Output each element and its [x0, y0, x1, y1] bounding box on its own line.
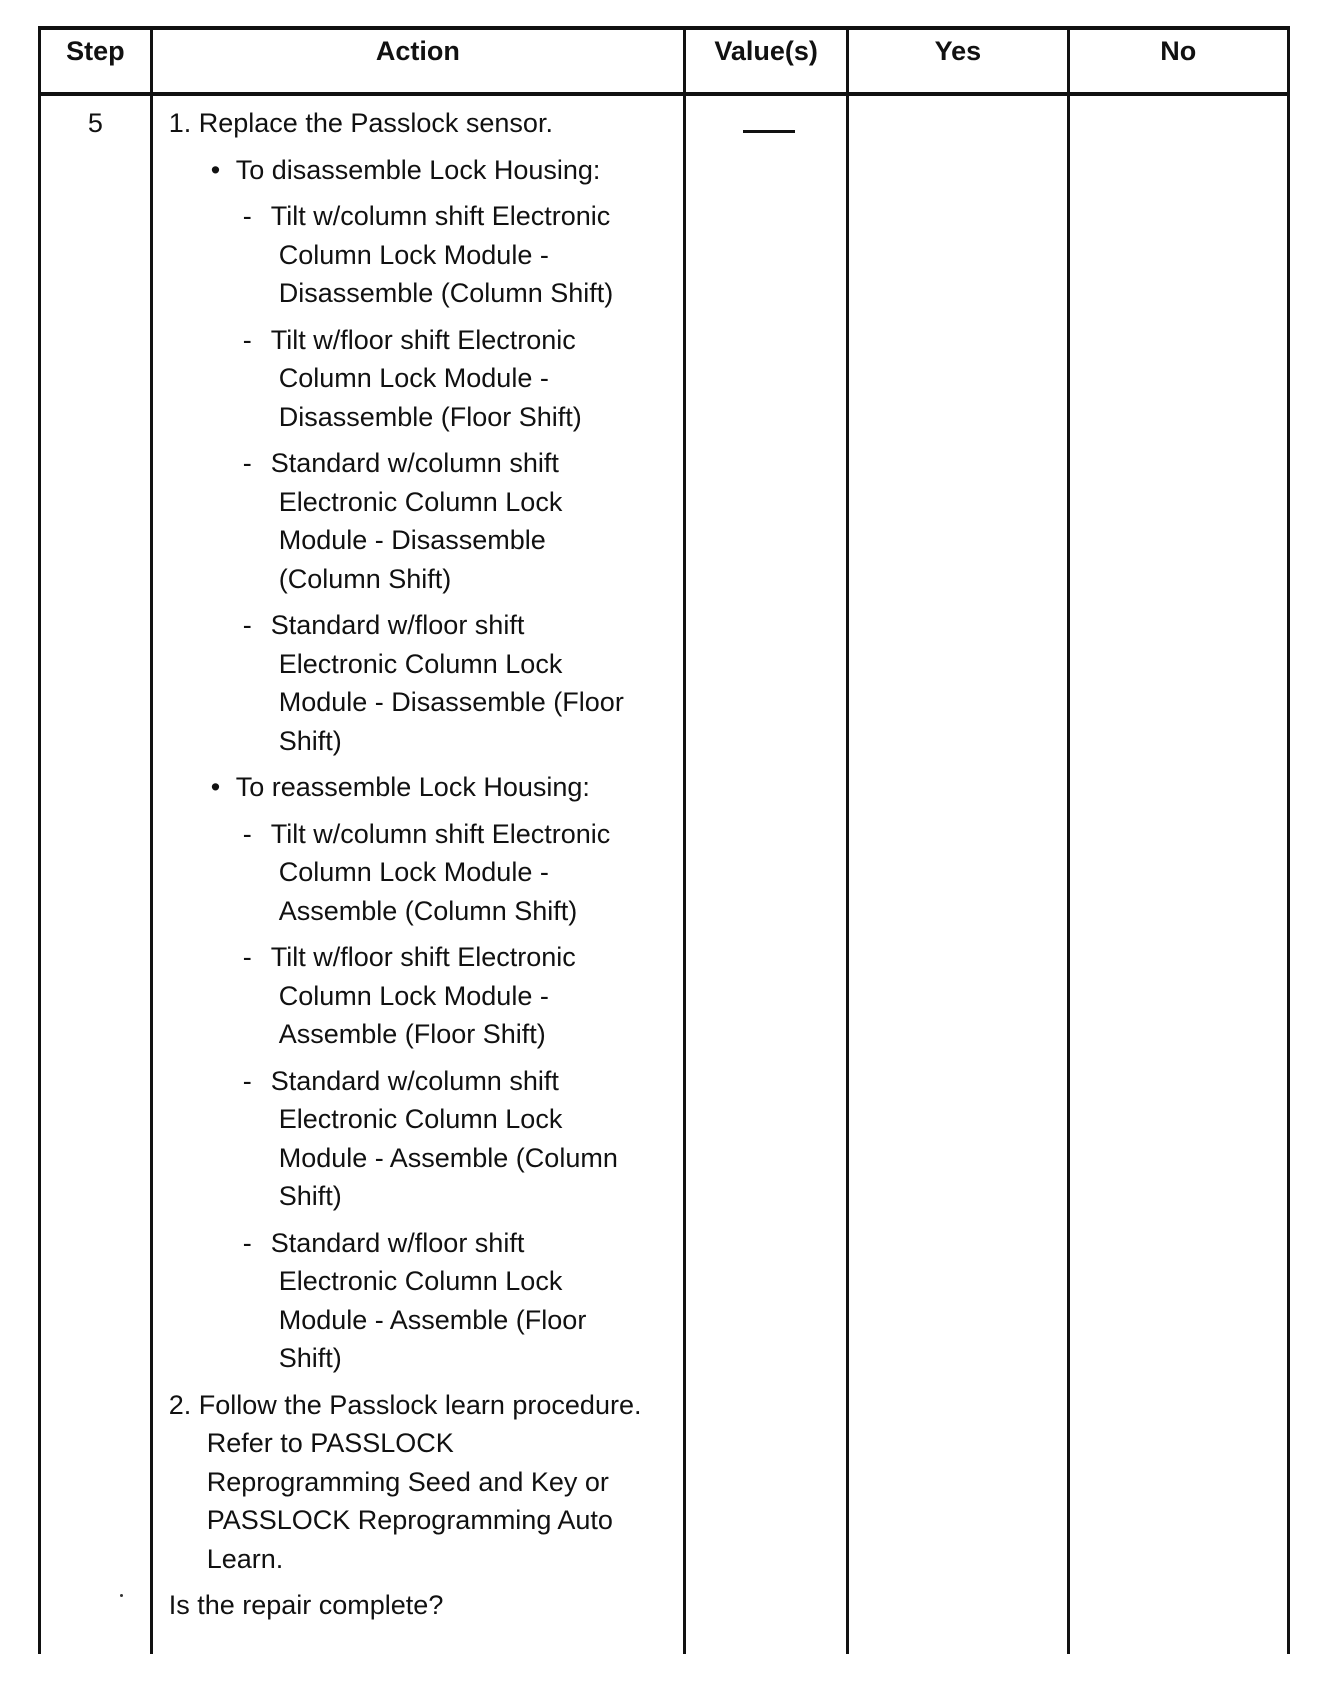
list-item-line: Module - Assemble (Floor — [278, 1304, 587, 1335]
action-item-1 — [169, 104, 673, 143]
action-cell — [151, 94, 684, 1674]
action-item-1-text: Replace the Passlock sensor. — [198, 108, 553, 138]
reassemble-item — [169, 1062, 673, 1216]
list-item-line: Assemble (Column Shift) — [278, 895, 578, 926]
list-item-line: Assemble (Floor Shift) — [278, 1019, 546, 1049]
diagnostic-step-table — [38, 26, 1290, 1674]
list-item-line: Shift) — [278, 1181, 342, 1211]
list-item-line: Shift) — [278, 1343, 342, 1373]
list-item-line: Tilt w/column shift Electronic — [270, 818, 611, 849]
dash-icon: - — [242, 1227, 252, 1258]
header-step: Step — [40, 28, 152, 94]
list-item-line: Column Lock Module - — [278, 980, 549, 1011]
step-number-cell: 5 — [40, 94, 152, 1674]
list-item-line: Electronic Column Lock — [278, 486, 563, 517]
dash-icon: - — [242, 324, 252, 355]
list-item-line: Module - Disassemble — [278, 525, 546, 555]
bullet-icon: • — [210, 772, 221, 802]
list-item-line: Standard w/column shift — [270, 448, 559, 478]
list-item-line: (Column Shift) — [278, 563, 452, 594]
dash-icon: - — [242, 448, 252, 478]
list-item-line: Learn. — [206, 1543, 284, 1574]
header-action: Action — [151, 28, 684, 94]
list-item-line: Refer to PASSLOCK — [206, 1428, 454, 1458]
disassemble-item — [169, 444, 673, 598]
list-item-line: Module - Assemble (Column — [278, 1142, 618, 1173]
list-item-line: Column Lock Module - — [278, 857, 549, 887]
bullet-icon: • — [210, 154, 221, 185]
list-item-line: Shift) — [278, 725, 342, 756]
reassemble-heading-text: To reassemble Lock Housing: — [235, 772, 590, 802]
disassemble-item — [169, 321, 673, 437]
yes-cell — [848, 94, 1068, 1674]
dash-icon: - — [242, 818, 252, 849]
list-item-line: Module - Disassemble (Floor — [278, 687, 624, 717]
reassemble-item — [169, 1224, 673, 1378]
header-values: Value(s) — [685, 28, 848, 94]
reassemble-heading — [169, 768, 673, 807]
list-item-line: Electronic Column Lock — [278, 648, 563, 679]
scan-speck — [120, 1594, 123, 1597]
no-cell — [1068, 94, 1288, 1674]
disassemble-heading — [169, 151, 673, 190]
list-item-line: Tilt w/floor shift Electronic — [270, 942, 576, 972]
header-no: No — [1068, 28, 1288, 94]
values-cell — [685, 94, 848, 1674]
list-item-line: Follow the Passlock learn procedure. — [198, 1389, 642, 1420]
list-item-line: PASSLOCK Reprogramming Auto — [206, 1505, 613, 1535]
dash-icon: - — [242, 610, 252, 640]
page-bottom-margin — [38, 1654, 1298, 1694]
action-item-2-number: 2. — [168, 1389, 192, 1420]
dash-icon: - — [242, 942, 252, 972]
list-item-line: Column Lock Module - — [278, 363, 549, 393]
list-item-line: Reprogramming Seed and Key or — [206, 1466, 609, 1497]
header-yes: Yes — [848, 28, 1068, 94]
action-item-1-number: 1. — [168, 108, 192, 138]
table-row — [40, 94, 1289, 1674]
list-item-line: Disassemble (Column Shift) — [278, 278, 614, 308]
disassemble-heading-text: To disassemble Lock Housing: — [235, 154, 601, 185]
list-item-line: Disassemble (Floor Shift) — [278, 401, 582, 432]
no-value-dash — [743, 130, 795, 133]
reassemble-item — [169, 938, 673, 1054]
list-item-line: Tilt w/column shift Electronic — [270, 201, 611, 231]
question-text: Is the repair complete? — [168, 1590, 444, 1620]
list-item-line: Tilt w/floor shift Electronic — [270, 324, 576, 355]
reassemble-item — [169, 815, 673, 931]
action-item-2-first-line — [169, 1386, 673, 1425]
action-item-2 — [169, 1386, 673, 1579]
table-header-row — [40, 28, 1289, 94]
dash-icon: - — [242, 201, 252, 231]
disassemble-item — [169, 197, 673, 313]
list-item-line: Standard w/floor shift — [270, 610, 525, 640]
list-item-line: Column Lock Module - — [278, 239, 549, 270]
list-item-line: Standard w/column shift — [270, 1065, 559, 1096]
list-item-line: Electronic Column Lock — [278, 1266, 563, 1296]
disassemble-item — [169, 606, 673, 760]
dash-icon: - — [242, 1065, 252, 1096]
list-item-line: Standard w/floor shift — [270, 1227, 525, 1258]
list-item-line: Electronic Column Lock — [278, 1104, 563, 1134]
